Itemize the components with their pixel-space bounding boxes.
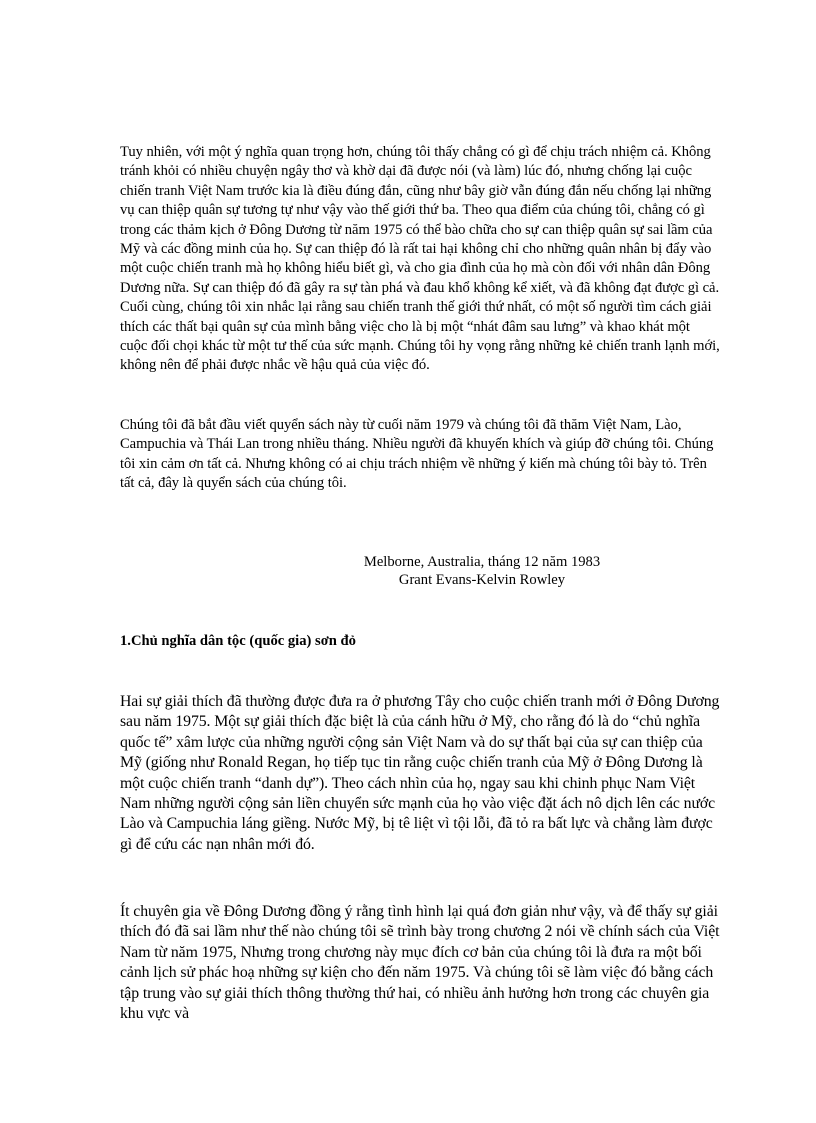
signature-place-date: Melborne, Australia, tháng 12 năm 1983 [363,554,601,570]
chapter-paragraph-western-explanations: Hai sự giải thích đã thường được đưa ra ở phương Tây cho cuộc chiến tranh mới ở Đông Dương sau năm 1975. Một sự giải thích đặc biệt là của cánh hữu ở Mỹ, cho rằng đó là do “chủ nghĩa quốc tế” xâm lược của những người cộng sản Việt Nam và do sự thất bại của sự can thiệp của Mỹ (giống như Ronald Regan, họ tiếp tục tin rằng cuộc chiến tranh của Mỹ ở Đông Dương là một cuộc chiến tranh “danh dự”). Theo cách nhìn của họ, ngay sau khi chinh phục Nam Việt Nam những người cộng sản liền chuyển sức mạnh của họ vào việc đặt ách nô dịch lên các nước Lào và Campuchia láng giềng. Nước Mỹ, bị tê liệt vì tội lỗi, đã tỏ ra bất lực và chẳng làm được gì để cứu các nạn nhân mới đó. [120,693,720,853]
signature-authors: Grant Evans-Kelvin Rowley [398,572,566,588]
preface-paragraph-responsibility: Tuy nhiên, với một ý nghĩa quan trọng hơn, chúng tôi thấy chẳng có gì để chịu trách nhiệm cả. Không tránh khỏi có nhiều chuyện ngây thơ và khờ dại đã được nói (và làm) lúc đó, nhưng chống lại cuộc chiến tranh Việt Nam trước kia là điều đúng đắn, cũng như bây giờ vẫn đúng đắn nếu chống lại những vụ can thiệp quân sự tương tự như vậy vào thế giới thứ ba. Theo qua điểm của chúng tôi, chẳng có gì trong các thảm kịch ở Đông Dương từ năm 1975 có thể bào chữa cho sự can thiệp quân sự sai lầm của Mỹ và các đồng minh của họ. Sự can thiệp đó là rất tai hại không chỉ cho những quân nhân bị đẩy vào một cuộc chiến tranh mà họ không hiểu biết gì, và cho gia đình của họ mà còn đối với nhân dân Đông Dương nữa. Sự can thiệp đó đã gây ra sự tàn phá và đau khổ không kể xiết, và đã không đạt được gì cả. Cuối cùng, chúng tôi xin nhắc lại rằng sau chiến tranh thế giới thứ nhất, có một số người tìm cách giải thích các thất bại quân sự của mình bằng việc cho là bị một “nhát đâm sau lưng” và khao khát một cuộc đối chọi khác từ một tư thế của sức mạnh. Chúng tôi hy vọng rằng những kẻ chiến tranh lạnh mới, không nên để phải được nhắc về hậu quả của việc đó. [120,144,720,374]
preface-paragraph-acknowledgements: Chúng tôi đã bắt đầu viết quyển sách này từ cuối năm 1979 và chúng tôi đã thăm Việt Nam, Lào, Campuchia và Thái Lan trong nhiều tháng. Nhiều người đã khuyến khích và giúp đỡ chúng tôi. Chúng tôi xin cảm ơn tất cả. Nhưng không có ai chịu trách nhiệm về những ý kiến mà chúng tôi bày tỏ. Trên tất cả, đây là quyển sách của chúng tôi. [120,417,714,492]
chapter-heading: 1.Chủ nghĩa dân tộc (quốc gia) sơn đỏ [120,633,356,649]
chapter-paragraph-experts: Ít chuyên gia về Đông Dương đồng ý rằng tình hình lại quá đơn giản như vậy, và để thấy sự giải thích đó đã sai lầm như thế nào chúng tôi sẽ trình bày trong chương 2 nói về chính sách của Việt Nam từ năm 1975, Nhưng trong chương này mục đích cơ bản của chúng tôi là đưa ra một bối cảnh lịch sử phác hoạ những sự kiện cho đến năm 1975. Và chúng tôi sẽ làm việc đó bằng cách tập trung vào sự giải thích thông thường thứ hai, có nhiều ảnh hưởng hơn trong các chuyên gia khu vực và [120,903,720,1023]
